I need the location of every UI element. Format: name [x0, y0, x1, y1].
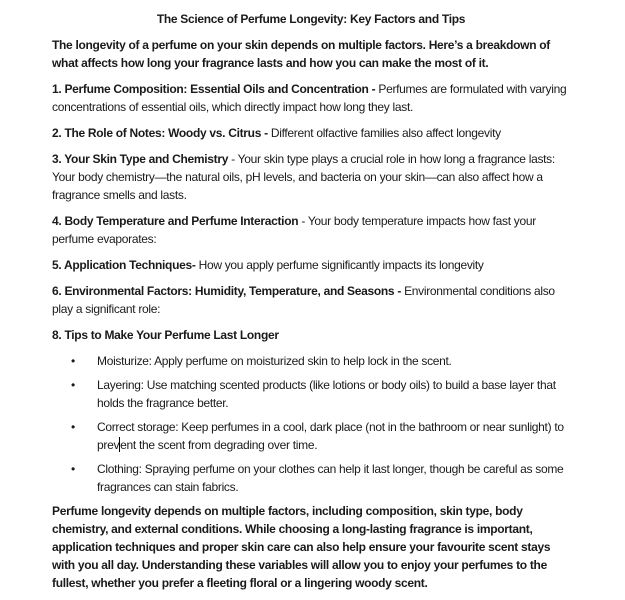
section-2-heading: 2. The Role of Notes: Woody vs. Citrus -: [52, 126, 268, 140]
tip-item-text-before-caret: Correct storage: Keep perfumes in a cool, dark place (not in the bathroom or near sunlight) to prev: [97, 420, 564, 452]
tip-item-text: Clothing: Spraying perfume on your clothes can help it last longer, though be careful as some fragrances can stain fabrics.: [97, 462, 564, 494]
section-1-heading: 1. Perfume Composition: Essential Oils and Concentration -: [52, 82, 376, 96]
section-3-heading: 3. Your Skin Type and Chemistry: [52, 152, 229, 166]
intro-paragraph[interactable]: The longevity of a perfume on your skin depends on multiple factors. Here’s a breakdown of what affects how long your fragrance lasts and how you can make the most of it.: [52, 38, 550, 70]
document-title[interactable]: The Science of Perfume Longevity: Key Factors and Tips: [156, 12, 466, 26]
section-paragraph-3[interactable]: [52, 150, 570, 204]
tips-list: [52, 352, 570, 496]
section-6-heading: 6. Environmental Factors: Humidity, Temperature, and Seasons -: [52, 284, 402, 298]
section-2-body: Different olfactive families also affect longevity: [267, 126, 501, 140]
section-paragraph-6[interactable]: [52, 282, 570, 318]
tip-item-clothing[interactable]: [52, 460, 570, 496]
section-6-body: Environmental conditions also play a significant role:: [52, 284, 555, 316]
section-paragraph-2[interactable]: [52, 124, 570, 142]
section-4-heading: 4. Body Temperature and Perfume Interaction: [52, 214, 299, 228]
tip-item-layering[interactable]: [52, 376, 570, 412]
section-1-body: Perfumes are formulated with varying concentrations of essential oils, which directly impact how long they last.: [52, 82, 567, 114]
tip-item-moisturize[interactable]: [52, 352, 570, 370]
tips-heading[interactable]: 8. Tips to Make Your Perfume Last Longer: [52, 328, 279, 342]
conclusion-paragraph[interactable]: Perfume longevity depends on multiple factors, including composition, skin type, body chemistry, and external conditions. While choosing a long-lasting fragrance is important, application techniques and proper skin care can also help ensure your favourite scent stays with you all day. Understanding these variables will allow you to enjoy your perfumes to the fullest, whether you prefer a fleeting floral or a lingering woody scent.: [52, 504, 551, 590]
tip-item-text-after-caret: ent the scent from degrading over time.: [120, 438, 318, 452]
tip-item-text: Layering: Use matching scented products (like lotions or body oils) to build a base layer that holds the fragrance better.: [97, 378, 556, 410]
section-paragraph-4[interactable]: [52, 212, 570, 248]
section-paragraph-1[interactable]: [52, 80, 570, 116]
section-5-body: How you apply perfume significantly impacts its longevity: [195, 258, 484, 272]
section-4-body: - Your body temperature impacts how fast your perfume evaporates:: [52, 214, 536, 246]
tip-item-correct-storage[interactable]: [52, 418, 570, 454]
section-5-heading: 5. Application Techniques-: [52, 258, 196, 272]
tip-item-text: Moisturize: Apply perfume on moisturized skin to help lock in the scent.: [97, 354, 452, 368]
section-3-body: - Your skin type plays a crucial role in how long a fragrance lasts: Your body chemistry—the natural oils, pH levels, and bacteria on your skin—can also affect how a fragrance smells and lasts.: [52, 152, 555, 202]
section-paragraph-5[interactable]: [52, 256, 570, 274]
